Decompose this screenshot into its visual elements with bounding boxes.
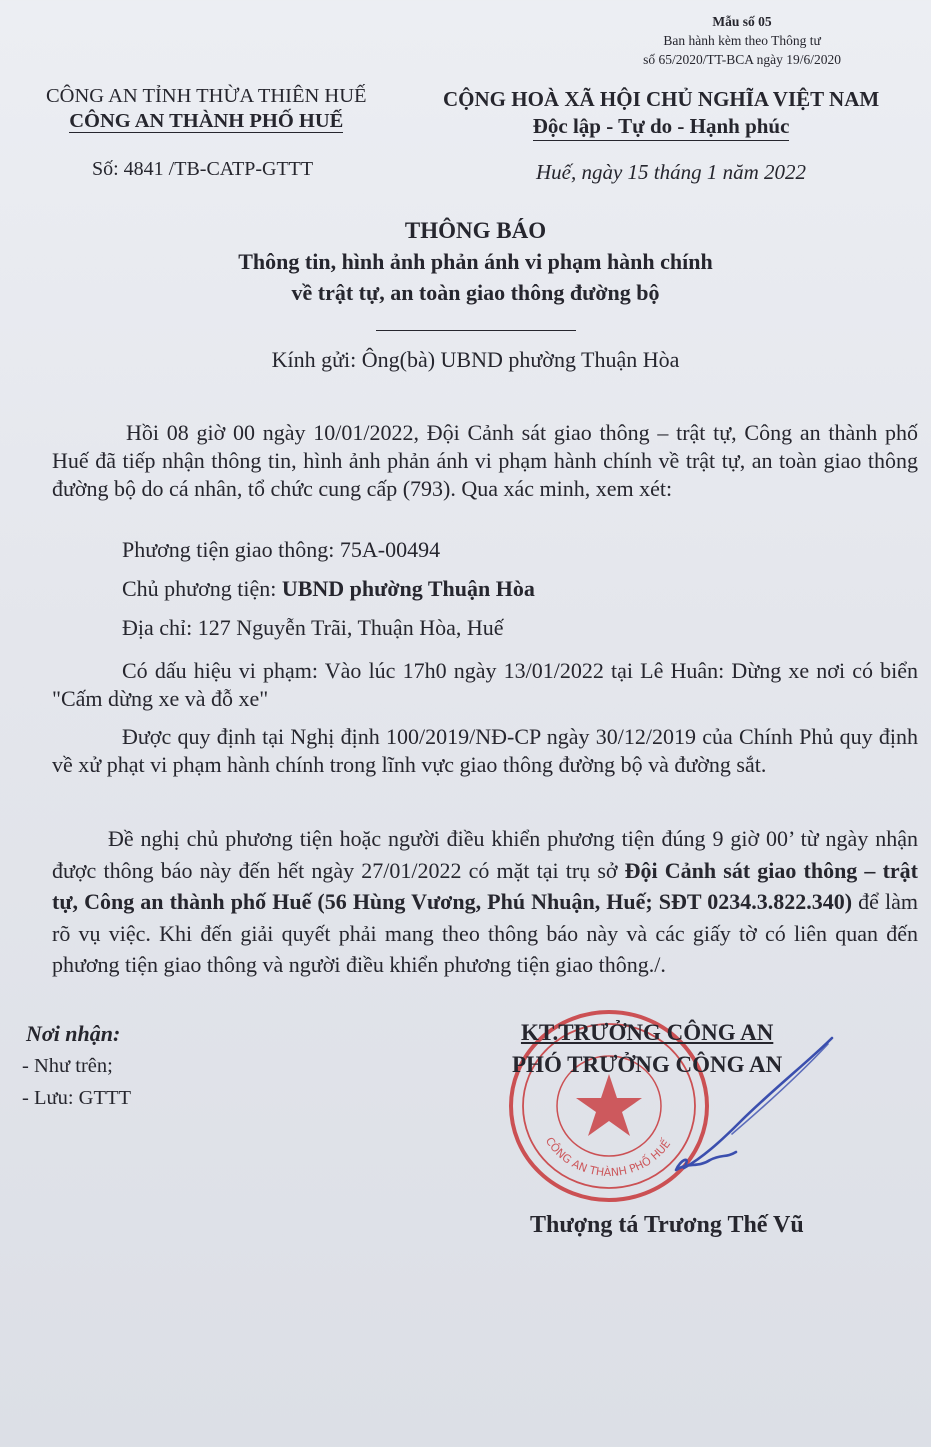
regulation-paragraph: Được quy định tại Nghị định 100/2019/NĐ-CP ngày 30/12/2019 của Chính Phủ quy định về xử phạt vi phạm hành chính trong lĩnh vực giao thông đường bộ và đường sắt. bbox=[52, 724, 918, 777]
document-number: Số: 4841 /TB-CATP-GTTT bbox=[92, 158, 314, 180]
recipient-item: - Lưu: GTTT bbox=[22, 1087, 132, 1109]
nation-motto: Độc lập - Tự do - Hạnh phúc bbox=[533, 113, 790, 141]
title-line-1: Thông tin, hình ảnh phản ánh vi phạm hành chính bbox=[238, 249, 713, 274]
stamp-text: CÔNG AN THÀNH PHỐ HUẾ bbox=[542, 1134, 674, 1180]
recipients-heading: Nơi nhận: bbox=[26, 1021, 121, 1046]
greeting: Kính gửi: Ông(bà) UBND phường Thuận Hòa bbox=[271, 347, 680, 372]
agency-unit: CÔNG AN THÀNH PHỐ HUẾ bbox=[69, 110, 344, 132]
title-main: THÔNG BÁO bbox=[404, 218, 547, 243]
document-date: Huế, ngày 15 tháng 1 năm 2022 bbox=[536, 160, 807, 184]
plate-value: 75A-00494 bbox=[339, 537, 441, 562]
address-value: 127 Nguyễn Trãi, Thuận Hòa, Huế bbox=[197, 615, 504, 640]
request-paragraph bbox=[52, 823, 918, 981]
nation-name: CỘNG HOÀ XÃ HỘI CHỦ NGHĨA VIỆT NAM bbox=[443, 87, 880, 111]
request-part-2: để làm rõ vụ việc. Khi đến giải quyết phải mang theo thông báo này và các giấy tờ có liên quan đến phương tiện giao thông và người điều khiển phương tiện giao thông./. bbox=[52, 889, 919, 977]
vehicle-address-line bbox=[122, 615, 504, 641]
signer-line-2: PHÓ TRƯỞNG CÔNG AN bbox=[512, 1052, 783, 1077]
vehicle-plate-line bbox=[122, 537, 440, 563]
address-label: Địa chỉ: bbox=[122, 615, 193, 640]
form-circular: số 65/2020/TT-BCA ngày 19/6/2020 bbox=[643, 52, 841, 67]
handwritten-signature bbox=[640, 1030, 840, 1180]
recipient-item: - Như trên; bbox=[22, 1055, 113, 1077]
national-header bbox=[443, 86, 879, 141]
plate-label: Phương tiện giao thông: bbox=[122, 537, 335, 562]
issuing-agency bbox=[46, 84, 367, 134]
owner-label: Chủ phương tiện: bbox=[122, 576, 277, 601]
agency-parent: CÔNG AN TỈNH THỪA THIÊN HUẾ bbox=[46, 85, 367, 107]
intro-paragraph: Hồi 08 giờ 00 ngày 10/01/2022, Đội Cảnh sát giao thông – trật tự, Công an thành phố Huế đã tiếp nhận thông tin, hình ảnh phản ánh vi phạm hành chính về trật tự, an toàn giao thông đường bộ do cá nhân, tổ chức cung cấp (793). Qua xác minh, xem xét: bbox=[52, 420, 918, 501]
title-line-2: về trật tự, an toàn giao thông đường bộ bbox=[291, 280, 660, 305]
form-number: Mẫu số 05 bbox=[712, 14, 772, 29]
form-note bbox=[643, 12, 841, 69]
stamp-star-icon bbox=[576, 1074, 642, 1136]
violation-paragraph: Có dấu hiệu vi phạm: Vào lúc 17h0 ngày 13/01/2022 tại Lê Huân: Dừng xe nơi có biển "Cấm dừng xe và đỗ xe" bbox=[52, 658, 918, 711]
signer-name: Thượng tá Trương Thế Vũ bbox=[530, 1212, 804, 1238]
document-title bbox=[0, 215, 931, 339]
recipients-block bbox=[22, 1018, 131, 1114]
form-issued-with: Ban hành kèm theo Thông tư bbox=[663, 33, 821, 48]
office-address: Đội Cảnh sát giao thông – trật tự, Công an thành phố Huế (56 Hùng Vương, Phú Nhuận, Huế; SĐT 0234.3.822.340) bbox=[52, 857, 918, 914]
title-underline bbox=[376, 330, 576, 331]
owner-value: UBND phường Thuận Hòa bbox=[281, 576, 535, 601]
vehicle-owner-line bbox=[122, 576, 535, 602]
signer-line-1: KT.TRƯỞNG CÔNG AN bbox=[520, 1020, 774, 1045]
request-part-1: Đề nghị chủ phương tiện hoặc người điều khiển phương tiện đúng 9 giờ 00’ từ ngày nhận được thông báo này đến hết ngày 27/01/2022 có mặt tại trụ sở bbox=[52, 826, 918, 883]
